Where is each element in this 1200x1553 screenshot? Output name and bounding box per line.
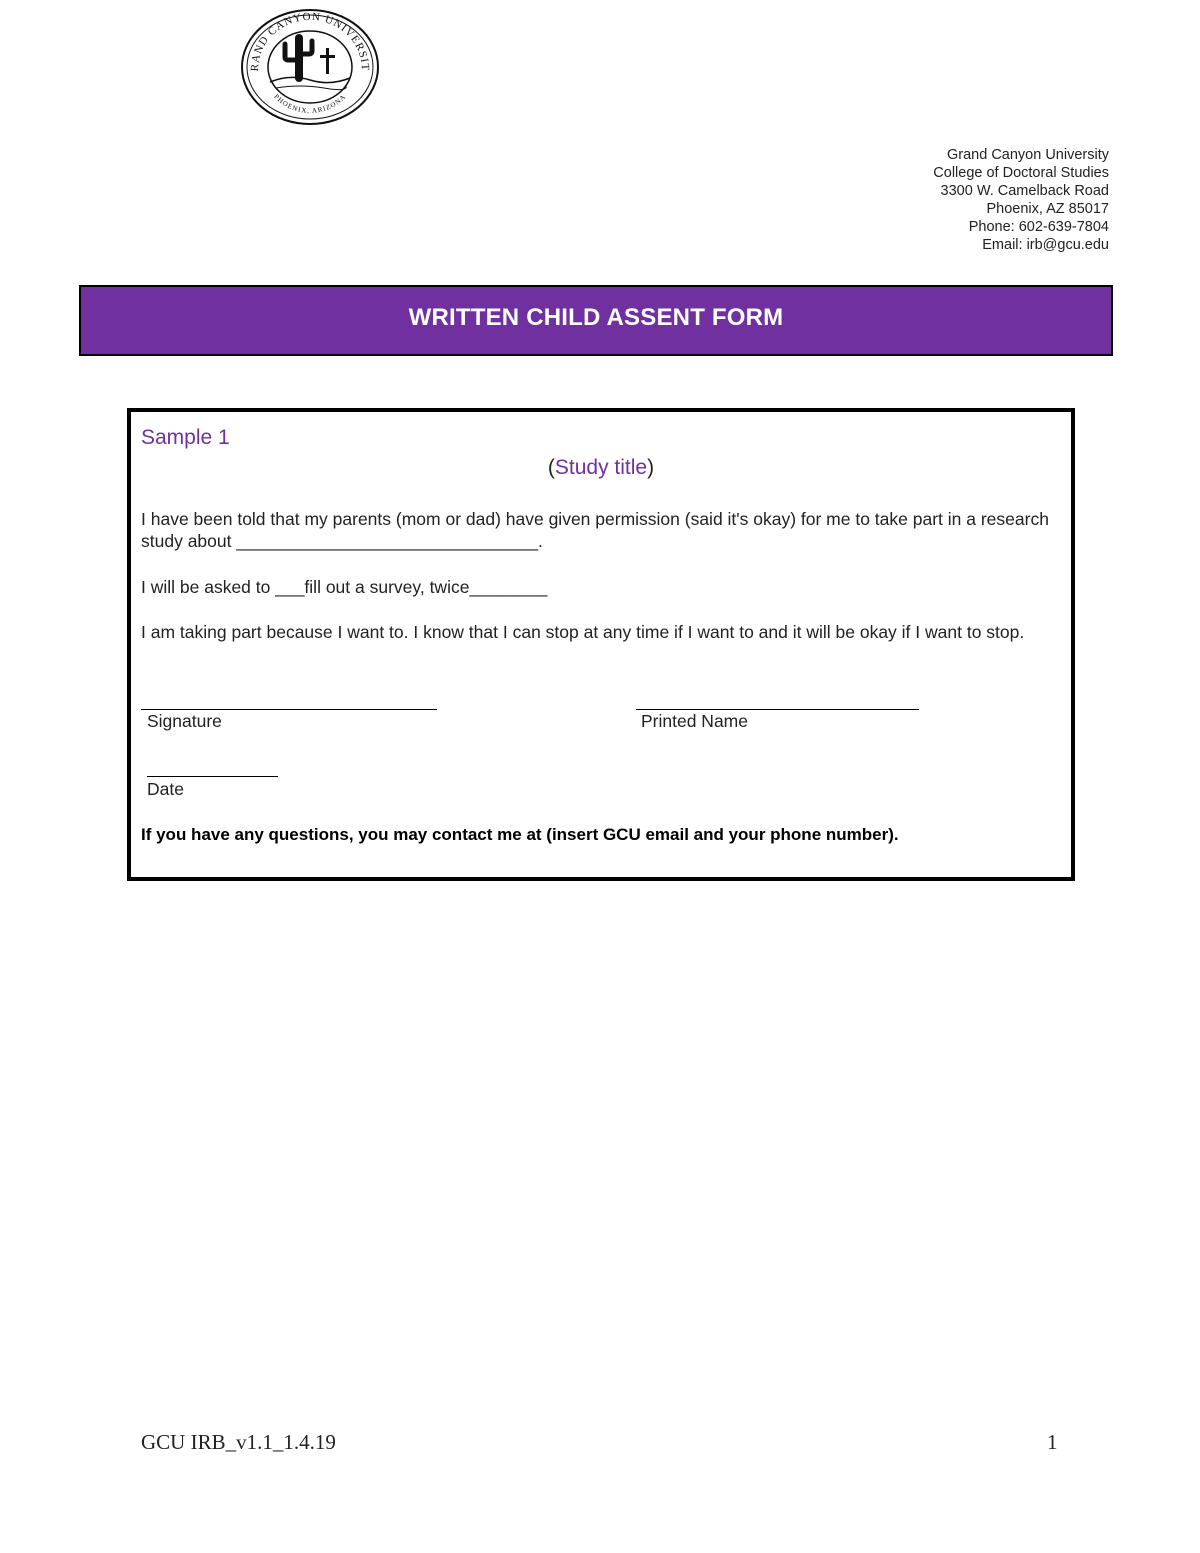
form-title: WRITTEN CHILD ASSENT FORM xyxy=(408,303,784,331)
voluntary-paragraph: I am taking part because I want to. I know that I can stop at any time if I want to and it will be okay if I want to stop. xyxy=(141,622,1025,642)
assent-form-box xyxy=(127,408,1075,881)
permission-paragraph: I have been told that my parents (mom or dad) have given permission (said it's okay) for me to take part in a research study about _______________________________. xyxy=(141,509,1049,551)
address-line-street: 3300 W. Camelback Road xyxy=(940,183,1109,199)
footer-version: GCU IRB_v1.1_1.4.19 xyxy=(141,1430,336,1454)
address-line-city: Phoenix, AZ 85017 xyxy=(986,201,1109,217)
printed-name-line xyxy=(636,709,919,710)
address-line-college: College of Doctoral Studies xyxy=(933,165,1109,181)
date-label: Date xyxy=(147,779,184,799)
study-title-placeholder xyxy=(131,456,1071,480)
seal-place-text: PHOENIX, ARIZONA xyxy=(272,92,348,115)
study-title-open-paren: ( xyxy=(547,456,555,479)
sample-label: Sample 1 xyxy=(141,426,230,449)
study-title-close-paren: ) xyxy=(647,456,655,479)
title-banner xyxy=(79,285,1113,356)
signature-line xyxy=(141,709,437,710)
university-seal-logo xyxy=(240,8,380,126)
address-line-university: Grand Canyon University xyxy=(947,147,1109,163)
signature-label: Signature xyxy=(147,711,222,731)
address-line-phone: Phone: 602-639-7804 xyxy=(968,219,1109,235)
task-paragraph: I will be asked to ___fill out a survey, twice________ xyxy=(141,577,548,597)
study-title-text: Study title xyxy=(554,456,648,479)
address-line-email: Email: irb@gcu.edu xyxy=(982,237,1109,253)
printed-name-label: Printed Name xyxy=(641,711,748,731)
date-line xyxy=(147,776,278,777)
contact-note: If you have any questions, you may contact me at (insert GCU email and your phone number). xyxy=(141,825,899,844)
svg-text:PHOENIX, ARIZONA xyxy=(272,93,347,115)
seal-ring-text: RAND CANYON UNIVERSIT xyxy=(248,10,372,72)
footer-page-number: 1 xyxy=(1047,1430,1058,1454)
address-block xyxy=(933,146,1109,254)
